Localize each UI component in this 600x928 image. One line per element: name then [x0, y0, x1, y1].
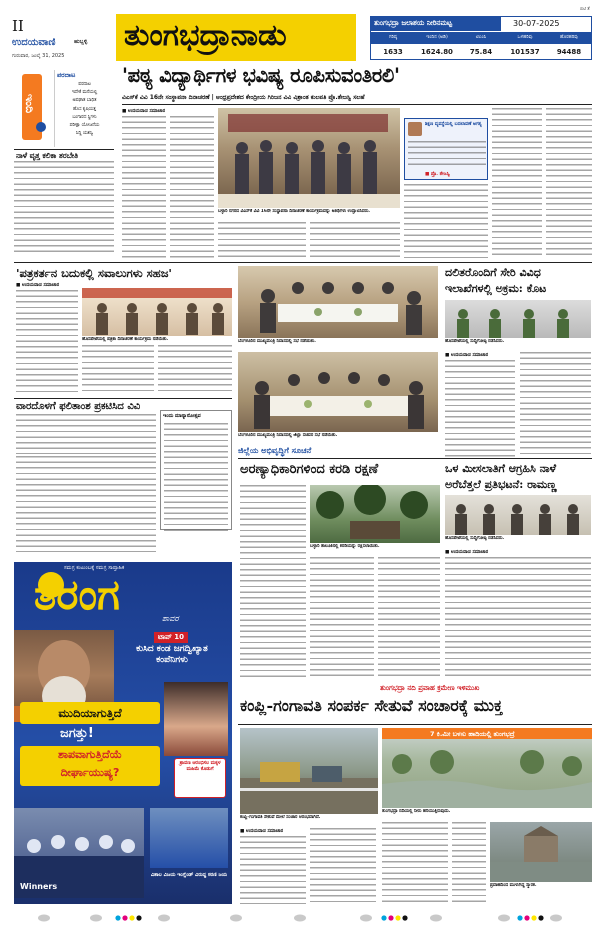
story-bridge-col1: [240, 836, 306, 904]
story-bridge-photo-3: [490, 822, 592, 882]
story-patrakarthana-col2: [82, 345, 154, 395]
story-bridge-caption-2: ತುಂಗಭದ್ರಾ ನದಿಯಲ್ಲಿ ನೀರು ಹರಿಯುತ್ತಿರುವುದು.: [382, 809, 451, 814]
story-bridge-caption-1: ಕಂಪ್ಲಿ-ಗಂಗಾವತಿ ಸೇತುವೆ ಮೇಲೆ ಸಂಚಾರ ಆರಂಭವಾಗಿದೆ.: [240, 815, 321, 820]
corner-tag: ಬಿಟಿ ತೆ: [580, 7, 590, 12]
index-item-3: ಹೊಸ ಕೃಷಿಯತ್ತ: [73, 106, 96, 112]
story-column-body: [164, 423, 228, 531]
taranga-banner2: ಜಗತ್ತು!: [60, 726, 94, 741]
dam-value-3: 101537: [510, 48, 540, 56]
dam-value-1: 1624.80: [421, 48, 453, 56]
meeting-caption-2: ಬೆಂಗಳೂರಿನ ಮುಖ್ಯಮಂತ್ರಿ ನಿವಾಸದಲ್ಲಿ ಜಿಲ್ಲಾ ಸಚಿವರ ಸಭೆ ನಡೆಯಿತು.: [238, 433, 338, 438]
rule: [238, 724, 592, 725]
quote-body: [408, 141, 486, 169]
story-forest-photo: [310, 485, 440, 543]
story-ramanna-photo-figures: [445, 495, 591, 535]
taranga-banner3: ಶಾಪವಾಗುತ್ತಿದೆಯೆ: [58, 748, 122, 761]
sidebar-story-title: ನಾಳೆ ವೃತ್ತ ಕಲಿಕಾ ತರಬೇತಿ: [16, 151, 79, 160]
story-forest-col3: [378, 557, 440, 680]
dam-value-row: [371, 45, 591, 59]
story-dalits-col1: [445, 360, 515, 458]
rule: [238, 458, 592, 459]
lead-quote-box: [404, 118, 488, 180]
lead-subhead: ವಿಎಸ್‌ಕೆ ವಿವಿ 16ನೇ ಸಂಸ್ಥಾಪನಾ ದಿನಾಚರಣೆ | ಆಂಧ್ರಪ್ರದೇಶದ ಕೇಂದ್ರೀಯ ಗಿರಿಜನ ವಿವಿ ವಿಶ್ರಾಂತ ಕುಲಪತಿ ಪ್ರೊ.ತೇಜಸ್ವಿ ಸಲಹೆ: [122, 94, 365, 101]
story-forest-photo-figures: [310, 485, 440, 543]
dam-header-row: [371, 32, 591, 44]
index-item-6: ಸಿದ್ದಿ ಯಶಸ್ವಿ: [75, 131, 94, 137]
story-bridge-headline: ಕಂಪ್ಲಿ-ಗಂಗಾವತಿ ಸಂಪರ್ಕ ಸೇತುವೆ ಸಂಚಾರಕ್ಕೆ ಮುಕ್ತ: [240, 696, 503, 715]
story-bridge-caption-3: ಪ್ರವಾಹದಿಂದ ಮುಳುಗಿದ್ದ ಸ್ಮಾರಕ.: [490, 883, 537, 888]
lead-col-3: [218, 222, 306, 258]
story-bridge-photo-1-figures: [240, 728, 378, 814]
registration-strip: [0, 910, 600, 924]
story-results-body2: [16, 456, 156, 552]
story-results-headline: ವಾರದೊಳಗೆ ಫಲಿತಾಂಶ ಪ್ರಕಟಿಸಿದ ವಿವಿ: [16, 401, 141, 412]
story-bridge-col2: [310, 828, 376, 904]
taranga-winners: Winners: [20, 882, 58, 891]
story-column-box: [160, 410, 232, 530]
index-logo-dot: [36, 122, 46, 132]
dam-date: 30-07-2025: [513, 19, 560, 28]
paper-name: ಉದಯವಾಣಿ: [12, 37, 56, 48]
story-dalits-byline: ■ ಉದಯವಾಣಿ ಸಮಾಚಾರ: [445, 353, 489, 358]
taranga-bottom-right-photo: [150, 808, 228, 868]
story-bridge-banner-box: [382, 728, 592, 739]
rule: [14, 398, 232, 399]
lead-headline: 'ಪಠ್ಯ ವಿದ್ಯಾರ್ಥಿಗಳ ಭವಿಷ್ಯ ರೂಪಿಸುವಂತಿರಲಿ': [122, 64, 400, 87]
story-ramanna-body: [445, 557, 591, 680]
story-dalits-photo-figures: [445, 300, 591, 338]
lead-col-2: [170, 116, 214, 258]
lead-byline: ■ ಉದಯವಾಣಿ ಸಮಾಚಾರ: [122, 109, 166, 114]
story-patrakarthana-caption: ಹೊಸಪೇಟೆಯಲ್ಲಿ ಪತ್ರಿಕಾ ದಿನಾಚರಣೆ ಕಾರ್ಯಕ್ರಮ ನಡೆಯಿತು.: [82, 337, 169, 342]
story-dalits-headline2: ಇಲಾಖೆಗಳಲ್ಲಿ ಅಕ್ರಮ: ಕೊಟ: [445, 282, 547, 295]
dam-header-0: ಗರಿಷ್ಠ: [388, 35, 398, 40]
index-item-4: ಬಂಗಾರದ ಸ್ಥಿಗಳು: [72, 114, 97, 120]
lead-photo-caption: ಬಳ್ಳಾರಿ ನಗರದ ವಿಎಸ್‌ಕೆ ವಿವಿ 16ನೇ ಸಂಸ್ಥಾಪನಾ ದಿನಾಚರಣೆ ಕಾರ್ಯಕ್ರಮವನ್ನು ಅತಿಥಿಗಳು ಉದ್ಘಾಟಿಸಿದರು.: [218, 209, 371, 214]
taranga-banner1-box: [20, 702, 160, 724]
section-title-box: [116, 14, 356, 61]
patrakarthana-photo-figures: [82, 288, 232, 336]
story-ramanna-photo: [445, 495, 591, 535]
index-sidebar: [14, 70, 114, 147]
taranga-badge: ಟಾಪ್ 10: [154, 632, 188, 643]
story-ramanna-headline: ಒಳ ಮೀಸಲಾತಿಗೆ ಆಗ್ರಹಿಸಿ ನಾಳೆ: [445, 462, 557, 475]
index-item-5: ಪರೀಕ್ಷಾ ಯೋಜನೆಯ: [69, 123, 100, 129]
story-patrakarthana-byline: ■ ಉದಯವಾಣಿ ಸಮಾಚಾರ: [16, 283, 60, 288]
taranga-side-text: ಶ್ರಾವಣ ಆರಂಭಿಸಲ ಮಕ್ಕಳ ಮಹಿಮೆ ಕೊಡುಗೆ: [179, 761, 221, 773]
story-dalits-col2: [520, 352, 591, 458]
registration-marks: [0, 911, 600, 925]
index-item-2: ಅಪಘಾತ ಬಾಧಿತ: [72, 98, 97, 104]
page-number: II: [12, 17, 24, 35]
index-list: [54, 70, 114, 147]
section-title: ತುಂಗಭದ್ರಾನಾಡು: [124, 18, 287, 53]
story-dalits-caption: ಹೊಸಪೇಟೆಯಲ್ಲಿ ಸುದ್ದಿಗೋಷ್ಠಿ ನಡೆಸಿದರು.: [445, 339, 505, 344]
meeting-photo-2: [238, 352, 438, 432]
story-bridge-kicker: ತುಂಗಭದ್ರಾ ನದಿ ಪ್ರವಾಹ ಕ್ರಮೇಣ ಇಳಿಮುಖ: [380, 684, 480, 692]
dam-value-4: 94488: [556, 48, 582, 56]
lead-col-5: [404, 184, 488, 258]
lead-col-6: [492, 108, 542, 258]
story-patrakarthana-col1: [16, 290, 78, 394]
dam-title: ತುಂಗಭದ್ರಾ ಜಲಾಶಯ ನೀರಿನಮಟ್ಟ: [374, 19, 453, 27]
dam-title-bar: [371, 17, 501, 31]
lead-col-7: [546, 108, 592, 258]
story-bridge-banner: 7 ಕಿ.ಮೀ ಬಳಸು ಹಾದಿಯಲ್ಲಿ ತುಂಗಭದ್ರೆ: [430, 729, 515, 738]
story-dalits-headline: ದಲಿತರೊಂದಿಗೆ ಸೇರಿ ವಿವಿಧ: [445, 266, 541, 279]
story-forest-headline: ಅರಣ್ಯಾಧಿಕಾರಿಗಳಿಂದ ಕರಡಿ ರಕ್ಷಣೆ: [240, 462, 379, 477]
rule: [14, 262, 592, 263]
dam-level-box: [370, 16, 592, 60]
story-bridge-col3: [382, 822, 448, 904]
taranga-side-photo: [164, 682, 228, 756]
taranga-ad: [14, 562, 232, 904]
quote-text: ಶಿಕ್ಷಣ ವ್ಯವಸ್ಥೆಯಲ್ಲಿ ಬದಲಾವಣೆ ಅಗತ್ಯ: [425, 122, 482, 127]
masthead: [12, 7, 592, 64]
story-results-body: [16, 414, 156, 454]
taranga-subtitle: ಶಾವರ: [162, 614, 179, 623]
taranga-tagline: ಸಮಗ್ರ ಕುಟುಂಬಕ್ಕೆ ಸಮಗ್ರ ಸಾಪ್ತಾಹಿಕ: [64, 565, 125, 571]
story-bridge-photo-1: [240, 728, 378, 814]
story-forest-caption: ಬಳ್ಳಾರಿ ತಾಲೂಕಿನಲ್ಲಿ ಕರಡಿಯನ್ನು ರಕ್ಷಿಸಲಾಯಿತು.: [310, 544, 380, 549]
taranga-bottom-right: ವಿಶಾಲ ವಿಜಯ ಇಂಗ್ಲೆಂಡ್ ವಿರುದ್ಧ ಸರಣಿ ಜಯ: [150, 872, 228, 878]
dam-header-3: ಒಳಹರಿವು: [517, 35, 533, 40]
story-forest-col2: [310, 557, 374, 680]
taranga-title: ತರಂಗ: [34, 570, 120, 619]
story-dalits-photo: [445, 300, 591, 338]
meeting-caption-1: ಬೆಂಗಳೂರಿನ ಮುಖ್ಯಮಂತ್ರಿ ನಿವಾಸದಲ್ಲಿ ಸಭೆ ನಡೆಯಿತು.: [238, 339, 316, 344]
dam-value-2: 75.84: [469, 48, 493, 56]
story-column-heading: ಇಂದು ಮಾನ್ಯಾನೋತ್ಸವ: [163, 413, 201, 419]
dam-header-1: ಇಂದಿನ (ಅಡಿ): [426, 35, 448, 40]
taranga-top10: ಕುಸಿದ ಕಂಡ ಜಗದ್ವಿಖ್ಯಾತ ಕಂಪೆನಿಗಳು: [136, 644, 208, 665]
taranga-banner-box2: [20, 746, 160, 786]
dam-header-4: ಹೊರಹರಿವು: [559, 35, 579, 40]
story-ramanna-caption: ಹೊಸಪೇಟೆಯಲ್ಲಿ ಸುದ್ದಿಗೋಷ್ಠಿ ನಡೆಸಿದರು.: [445, 536, 505, 541]
dam-value-0: 1633: [383, 48, 403, 56]
taranga-banner1: ಮುದಿಯಾಗುತ್ತಿದೆ: [58, 706, 122, 720]
taranga-banner4: ದೀರ್ಘಾಯುಷ್ಯ?: [60, 766, 120, 779]
taranga-side-box: [174, 758, 226, 798]
story-ramanna-byline: ■ ಉದಯವಾಣಿ ಸಮಾಚಾರ: [445, 550, 489, 555]
story-bridge-byline: ■ ಉದಯವಾಣಿ ಸಮಾಚಾರ: [240, 829, 284, 834]
story-patrakarthana-col3: [158, 345, 232, 395]
rule: [122, 104, 592, 105]
story-ramanna-headline2: ಅರೆಬೆತ್ತಲೆ ಪ್ರತಿಭಟನೆ: ರಾಮಣ್ಣ: [445, 478, 557, 491]
index-item-0: ಪರದಾಟ: [78, 82, 91, 87]
lead-col-1: [122, 116, 166, 258]
edition: ಹುಬ್ಬಳ್ಳಿ: [74, 39, 88, 45]
story-forest-col1: [240, 485, 306, 680]
index-heading: ಪರದಾಟ: [57, 71, 76, 79]
index-item-1: ಇದೇಕೆ ಮನೆಯಲ್ಲಿ: [71, 90, 98, 96]
story-bridge-photo-3-figures: [490, 822, 592, 882]
story-patrakarthana-photo: [82, 288, 232, 336]
lead-photo: [218, 108, 400, 208]
meeting-kicker: ಜಿಲ್ಲೆಯ ಅಭಿವೃದ್ಧಿಗೆ ಸೂಚನೆ: [238, 446, 312, 455]
story-bridge-col4: [452, 822, 486, 904]
meeting-photo-1: [238, 266, 438, 338]
quote-author: ■ ಪ್ರೊ. ತೇಜಸ್ವಿ: [425, 172, 450, 177]
dam-header-2: ಟಿಎಂಸಿ: [475, 35, 487, 40]
lead-photo-figures: [218, 108, 400, 208]
lead-col-4: [310, 222, 400, 258]
meeting-photo-2-figures: [238, 352, 438, 432]
story-patrakarthana-headline: 'ಪತ್ರಕರ್ತನ ಬದುಕಲ್ಲಿ ಸವಾಲುಗಳು ಸಹಜ': [16, 266, 172, 280]
index-logo-text: ಇಂದಿ: [23, 94, 36, 114]
date-line: ಗುರುವಾರ, ಜುಲೈ 31, 2025: [12, 53, 65, 59]
index-logo: [14, 70, 52, 147]
quote-photo: [408, 122, 422, 136]
story-bridge-photo-2: [382, 728, 592, 808]
meeting-photo-1-figures: [238, 266, 438, 338]
rule: [14, 149, 114, 150]
sidebar-story-body: [14, 161, 114, 253]
story-bridge-photo-2-figures: [382, 728, 592, 808]
